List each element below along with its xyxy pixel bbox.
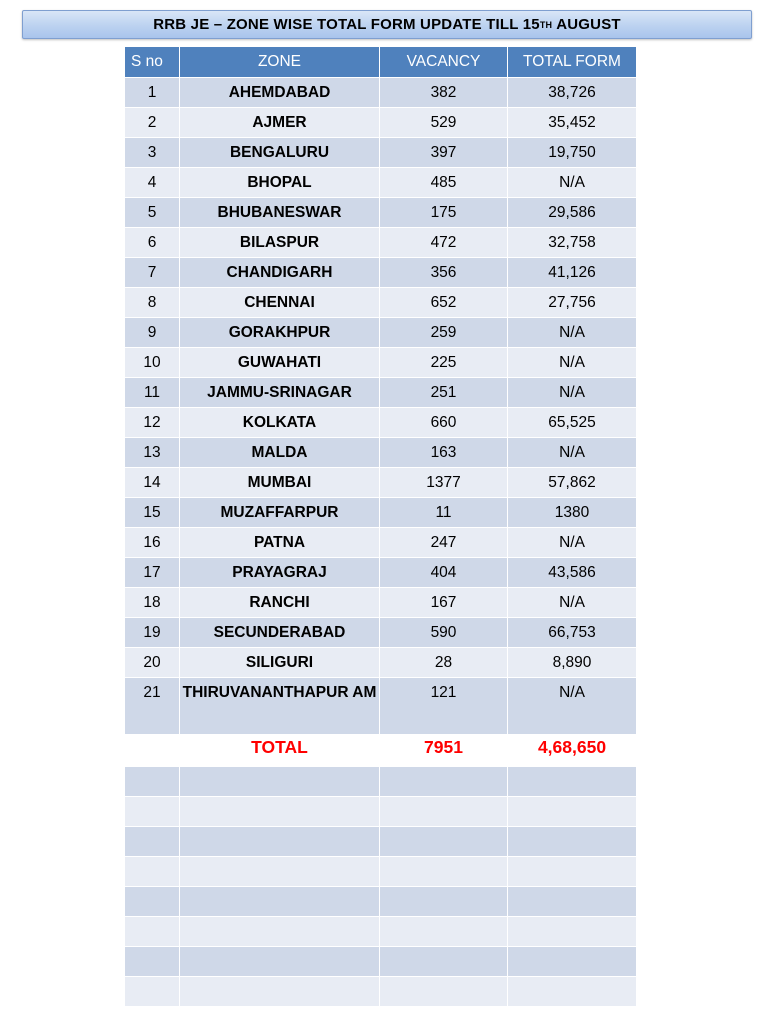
table-row bbox=[125, 228, 637, 258]
cell-zone: KOLKATA bbox=[180, 408, 380, 438]
cell-total-form: 8,890 bbox=[508, 648, 637, 678]
total-form-sum: 4,68,650 bbox=[508, 735, 637, 767]
empty-cell bbox=[380, 947, 508, 977]
table-row bbox=[125, 528, 637, 558]
cell-sno: 15 bbox=[125, 498, 180, 528]
table-row bbox=[125, 198, 637, 228]
table-row bbox=[125, 318, 637, 348]
title-suffix: AUGUST bbox=[556, 16, 621, 33]
cell-sno: 6 bbox=[125, 228, 180, 258]
empty-cell bbox=[380, 857, 508, 887]
cell-vacancy: 1377 bbox=[380, 468, 508, 498]
empty-cell bbox=[180, 767, 380, 797]
cell-zone: PATNA bbox=[180, 528, 380, 558]
cell-vacancy: 225 bbox=[380, 348, 508, 378]
cell-vacancy: 382 bbox=[380, 78, 508, 108]
empty-cell bbox=[380, 917, 508, 947]
table-row bbox=[125, 468, 637, 498]
empty-cell bbox=[508, 767, 637, 797]
header-zone: ZONE bbox=[180, 47, 380, 78]
total-vacancy: 7951 bbox=[380, 735, 508, 767]
empty-cell bbox=[380, 797, 508, 827]
header-row bbox=[125, 47, 637, 78]
cell-sno: 16 bbox=[125, 528, 180, 558]
cell-sno: 2 bbox=[125, 108, 180, 138]
cell-total-form: 29,586 bbox=[508, 198, 637, 228]
cell-zone: JAMMU-SRINAGAR bbox=[180, 378, 380, 408]
cell-sno: 3 bbox=[125, 138, 180, 168]
cell-sno: 7 bbox=[125, 258, 180, 288]
cell-sno: 9 bbox=[125, 318, 180, 348]
table-row bbox=[125, 378, 637, 408]
cell-total-form: N/A bbox=[508, 168, 637, 198]
cell-vacancy: 652 bbox=[380, 288, 508, 318]
title-prefix: RRB JE – ZONE WISE TOTAL FORM UPDATE TILL 15 bbox=[153, 16, 540, 33]
total-blank-cell bbox=[125, 735, 180, 767]
table-row bbox=[125, 258, 637, 288]
cell-total-form: 65,525 bbox=[508, 408, 637, 438]
empty-row bbox=[125, 797, 637, 827]
cell-total-form: N/A bbox=[508, 318, 637, 348]
empty-cell bbox=[380, 767, 508, 797]
empty-cell bbox=[508, 797, 637, 827]
table-row bbox=[125, 678, 637, 735]
cell-zone: CHANDIGARH bbox=[180, 258, 380, 288]
empty-cell bbox=[180, 947, 380, 977]
cell-vacancy: 175 bbox=[380, 198, 508, 228]
cell-zone: BILASPUR bbox=[180, 228, 380, 258]
empty-cell bbox=[380, 827, 508, 857]
cell-sno: 8 bbox=[125, 288, 180, 318]
empty-row bbox=[125, 947, 637, 977]
table-row bbox=[125, 108, 637, 138]
cell-total-form: 43,586 bbox=[508, 558, 637, 588]
empty-cell bbox=[508, 827, 637, 857]
table-row bbox=[125, 618, 637, 648]
cell-vacancy: 397 bbox=[380, 138, 508, 168]
cell-sno: 12 bbox=[125, 408, 180, 438]
cell-zone: BHUBANESWAR bbox=[180, 198, 380, 228]
empty-row bbox=[125, 887, 637, 917]
empty-row bbox=[125, 767, 637, 797]
cell-zone: BENGALURU bbox=[180, 138, 380, 168]
header-sno: S no bbox=[125, 47, 180, 78]
cell-zone: MALDA bbox=[180, 438, 380, 468]
cell-zone: AHEMDABAD bbox=[180, 78, 380, 108]
empty-cell bbox=[180, 887, 380, 917]
cell-total-form: N/A bbox=[508, 348, 637, 378]
cell-sno: 14 bbox=[125, 468, 180, 498]
empty-row bbox=[125, 917, 637, 947]
header-total-form: TOTAL FORM bbox=[508, 47, 637, 78]
cell-vacancy: 167 bbox=[380, 588, 508, 618]
cell-zone: PRAYAGRAJ bbox=[180, 558, 380, 588]
cell-vacancy: 11 bbox=[380, 498, 508, 528]
cell-sno: 19 bbox=[125, 618, 180, 648]
cell-vacancy: 660 bbox=[380, 408, 508, 438]
empty-cell bbox=[125, 767, 180, 797]
cell-zone: RANCHI bbox=[180, 588, 380, 618]
cell-zone: BHOPAL bbox=[180, 168, 380, 198]
cell-vacancy: 259 bbox=[380, 318, 508, 348]
cell-sno: 11 bbox=[125, 378, 180, 408]
cell-zone: GORAKHPUR bbox=[180, 318, 380, 348]
cell-total-form: 19,750 bbox=[508, 138, 637, 168]
table-row bbox=[125, 78, 637, 108]
table-row bbox=[125, 558, 637, 588]
cell-zone: SILIGURI bbox=[180, 648, 380, 678]
cell-vacancy: 251 bbox=[380, 378, 508, 408]
empty-cell bbox=[125, 827, 180, 857]
cell-zone: MUMBAI bbox=[180, 468, 380, 498]
table-row bbox=[125, 438, 637, 468]
empty-cell bbox=[380, 977, 508, 1007]
cell-vacancy: 356 bbox=[380, 258, 508, 288]
empty-row bbox=[125, 857, 637, 887]
empty-cell bbox=[180, 977, 380, 1007]
cell-vacancy: 404 bbox=[380, 558, 508, 588]
table-row bbox=[125, 168, 637, 198]
cell-total-form: N/A bbox=[508, 528, 637, 558]
cell-total-form: 27,756 bbox=[508, 288, 637, 318]
cell-vacancy: 485 bbox=[380, 168, 508, 198]
empty-row bbox=[125, 827, 637, 857]
cell-zone: CHENNAI bbox=[180, 288, 380, 318]
empty-cell bbox=[125, 977, 180, 1007]
table-row bbox=[125, 648, 637, 678]
cell-vacancy: 163 bbox=[380, 438, 508, 468]
empty-cell bbox=[508, 947, 637, 977]
header-vacancy: VACANCY bbox=[380, 47, 508, 78]
table-row bbox=[125, 588, 637, 618]
empty-cell bbox=[180, 857, 380, 887]
empty-row bbox=[125, 977, 637, 1007]
cell-total-form: 35,452 bbox=[508, 108, 637, 138]
cell-total-form: N/A bbox=[508, 438, 637, 468]
empty-cell bbox=[508, 977, 637, 1007]
empty-cell bbox=[125, 887, 180, 917]
empty-cell bbox=[508, 917, 637, 947]
table-row bbox=[125, 138, 637, 168]
zone-table bbox=[124, 46, 637, 1007]
cell-total-form: N/A bbox=[508, 378, 637, 408]
cell-sno: 21 bbox=[125, 678, 180, 735]
cell-total-form: 38,726 bbox=[508, 78, 637, 108]
cell-sno: 5 bbox=[125, 198, 180, 228]
table-row bbox=[125, 288, 637, 318]
cell-zone: THIRUVANANTHAPUR AM bbox=[180, 678, 380, 735]
cell-sno: 10 bbox=[125, 348, 180, 378]
empty-cell bbox=[380, 887, 508, 917]
empty-cell bbox=[125, 857, 180, 887]
empty-cell bbox=[125, 947, 180, 977]
cell-total-form: N/A bbox=[508, 588, 637, 618]
total-label: TOTAL bbox=[180, 735, 380, 767]
empty-cell bbox=[125, 797, 180, 827]
cell-vacancy: 28 bbox=[380, 648, 508, 678]
empty-cell bbox=[508, 857, 637, 887]
cell-sno: 4 bbox=[125, 168, 180, 198]
empty-cell bbox=[180, 797, 380, 827]
empty-cell bbox=[180, 917, 380, 947]
cell-zone: SECUNDERABAD bbox=[180, 618, 380, 648]
table-row bbox=[125, 498, 637, 528]
cell-vacancy: 121 bbox=[380, 678, 508, 735]
cell-sno: 13 bbox=[125, 438, 180, 468]
cell-vacancy: 247 bbox=[380, 528, 508, 558]
cell-zone: AJMER bbox=[180, 108, 380, 138]
empty-cell bbox=[125, 917, 180, 947]
cell-total-form: N/A bbox=[508, 678, 637, 735]
cell-vacancy: 529 bbox=[380, 108, 508, 138]
cell-sno: 17 bbox=[125, 558, 180, 588]
cell-sno: 1 bbox=[125, 78, 180, 108]
cell-zone: GUWAHATI bbox=[180, 348, 380, 378]
cell-zone: MUZAFFARPUR bbox=[180, 498, 380, 528]
cell-total-form: 57,862 bbox=[508, 468, 637, 498]
cell-total-form: 66,753 bbox=[508, 618, 637, 648]
cell-vacancy: 472 bbox=[380, 228, 508, 258]
empty-cell bbox=[180, 827, 380, 857]
page-title: RRB JE – ZONE WISE TOTAL FORM UPDATE TILL 15 TH AUGUST bbox=[22, 10, 752, 39]
empty-cell bbox=[508, 887, 637, 917]
cell-sno: 20 bbox=[125, 648, 180, 678]
cell-sno: 18 bbox=[125, 588, 180, 618]
total-row bbox=[125, 735, 637, 767]
cell-vacancy: 590 bbox=[380, 618, 508, 648]
cell-total-form: 41,126 bbox=[508, 258, 637, 288]
table-row bbox=[125, 348, 637, 378]
cell-total-form: 32,758 bbox=[508, 228, 637, 258]
table-row bbox=[125, 408, 637, 438]
cell-total-form: 1380 bbox=[508, 498, 637, 528]
table-body bbox=[125, 78, 637, 1007]
